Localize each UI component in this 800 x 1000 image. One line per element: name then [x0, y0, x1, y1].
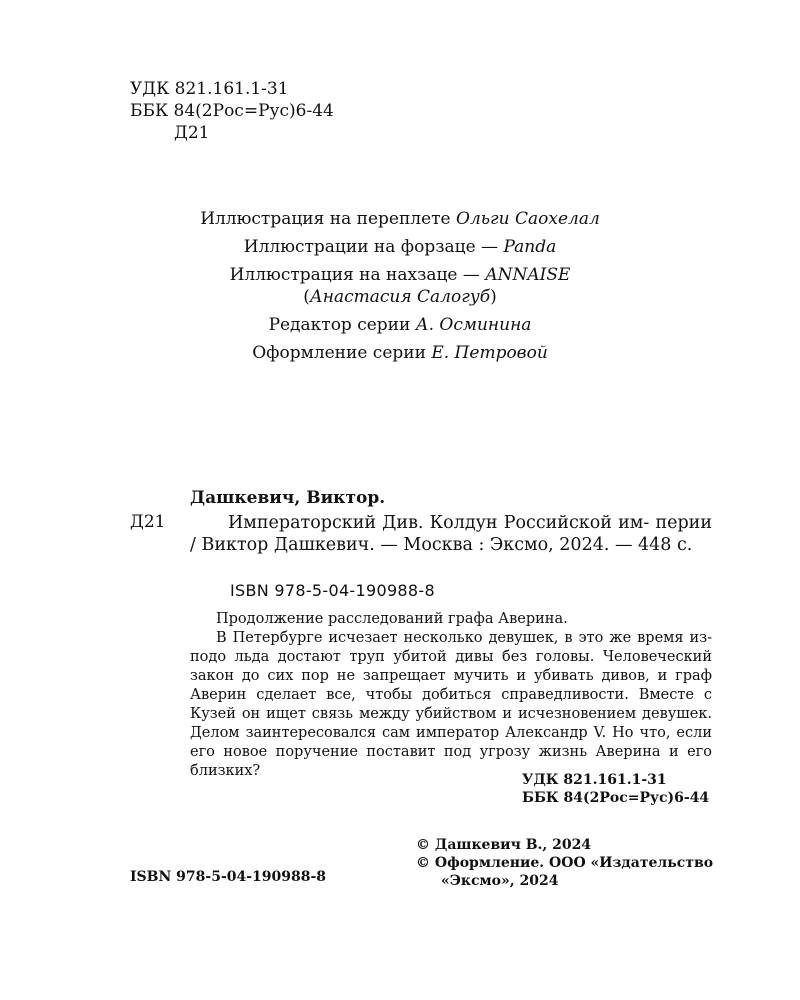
description-line-1: Императорский Див. Колдун Российской им- — [228, 513, 650, 533]
credit-label: Иллюстрация на переплете — [200, 209, 457, 229]
credit-paren-open: ( — [303, 287, 310, 307]
bbk-code: ББК 84(2Рос=Рус)6-44 — [130, 101, 334, 121]
annotation — [190, 610, 712, 781]
credit-cover-illustration — [130, 208, 670, 230]
credit-series-design — [130, 342, 670, 364]
udk-code: УДК 821.161.1-31 — [130, 79, 289, 99]
copyright-block — [416, 836, 713, 890]
credit-name: А. Осминина — [415, 315, 532, 335]
bibliography-author: Дашкевич, Виктор. — [190, 488, 386, 508]
copyright-design: © Оформление. ООО «Издательство — [416, 855, 714, 871]
isbn-bottom: ISBN 978-5-04-190988-8 — [130, 869, 327, 885]
copyright-publisher: «Эксмо», 2024 — [441, 873, 559, 889]
credit-label: Редактор серии — [268, 315, 416, 335]
author-mark: Д21 — [174, 123, 210, 143]
credit-label: Оформление серии — [252, 343, 432, 363]
credit-endpaper-back — [130, 264, 670, 308]
credit-label: Иллюстрации на форзаце — — [243, 237, 504, 257]
credit-name: Ольги Саохелал — [456, 209, 600, 229]
credit-series-editor — [130, 314, 670, 336]
copyright-author: © Дашкевич В., 2024 — [416, 837, 592, 853]
bibliography-author-mark: Д21 — [130, 512, 166, 532]
bibliography-description — [190, 512, 712, 556]
credit-label: Иллюстрация на нахзаце — — [229, 265, 486, 285]
annotation-paragraph-2: В Петербурге исчезает несколько девушек, в это же время из-подо льда достают труп убитой дивы без головы. Человеческий закон до сих пор не запрещает мучить и убивать дивов, и граф Аверин сделает все, чтобы добиться справедливости. Вместе с Кузей он ищет связь между убийством и исчезновением девушек. Делом заинтересовался сам император Александр V. Но что, если его новое поручение поставит под угрозу жизнь Аверина и его близких? — [190, 630, 712, 779]
isbn-main: ISBN 978-5-04-190988-8 — [230, 581, 435, 600]
annotation-paragraph-1: Продолжение расследований графа Аверина. — [216, 611, 568, 627]
classification-block — [130, 78, 334, 144]
credits-block — [130, 208, 670, 364]
credit-paren-close: ) — [490, 287, 497, 307]
credit-name: Panda — [503, 237, 557, 257]
credit-name-real: Анастасия Салогуб — [309, 287, 491, 307]
bbk-code-bold: ББК 84(2Рос=Рус)6-44 — [522, 790, 710, 806]
udk-code-bold: УДК 821.161.1-31 — [522, 772, 667, 788]
description-rest: перии / Виктор Дашкевич. — Москва : Эксмо, 2024. — 448 с. — [190, 513, 712, 555]
credit-name: ANNAISE — [485, 265, 571, 285]
credit-name: Е. Петровой — [431, 343, 548, 363]
credit-endpaper-front — [130, 236, 670, 258]
classification-bold-block — [522, 771, 709, 807]
